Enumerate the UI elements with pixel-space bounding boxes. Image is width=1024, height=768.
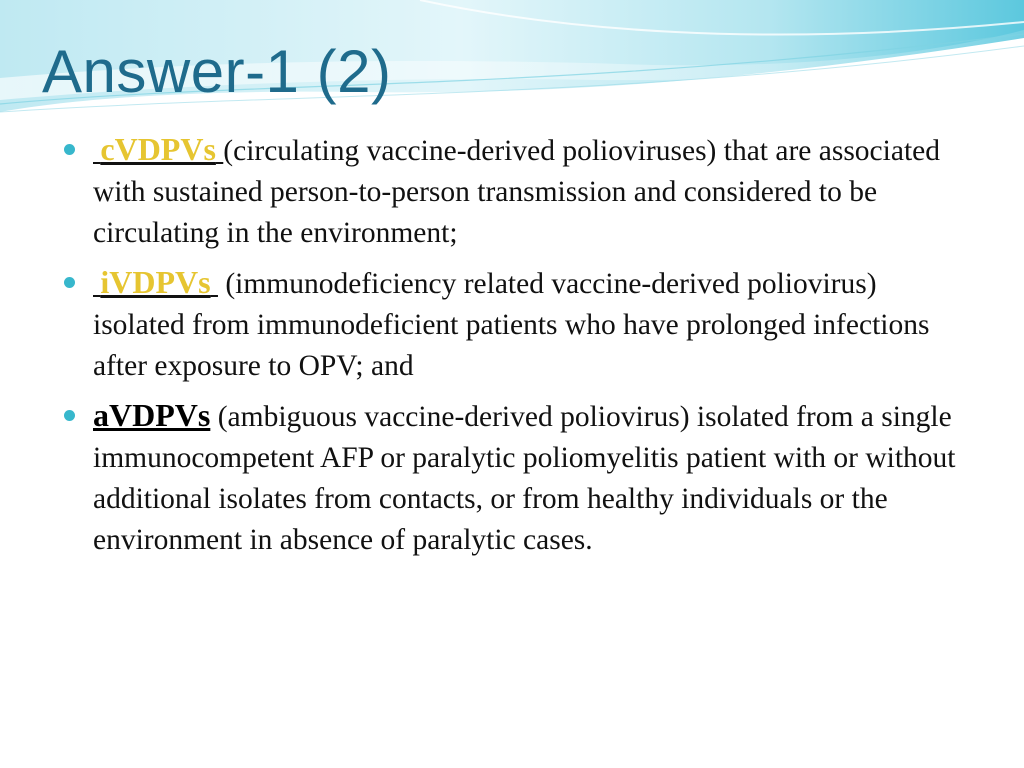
bullet-item-ivdpvs bbox=[62, 262, 972, 387]
bullet-item-avdpvs bbox=[62, 395, 972, 561]
bullet-dot-icon bbox=[64, 144, 75, 155]
bullet-list bbox=[62, 129, 972, 569]
bullet-dot-icon bbox=[64, 410, 75, 421]
slide-title: Answer-1 (2) bbox=[42, 38, 392, 105]
term-ivdpvs: iVDPVs bbox=[100, 264, 211, 300]
bullet-item-cvdpvs bbox=[62, 129, 972, 254]
bullet-text: (circulating vaccine-derived polioviruses) that are associated with sustained person-to-person transmission and considered to be circulating in the environment; bbox=[93, 135, 940, 249]
bullet-dot-icon bbox=[64, 277, 75, 288]
term-cvdpvs: cVDPVs bbox=[100, 131, 216, 167]
bullet-text: (immunodeficiency related vaccine-derived poliovirus) isolated from immunodeficient patients who have prolonged infections after exposure to OPV; and bbox=[93, 268, 930, 382]
bullet-text: (ambiguous vaccine-derived poliovirus) isolated from a single immunocompetent AFP or paralytic poliomyelitis patient with or without additional isolates from contacts, or from healthy individuals or the environment in absence of paralytic cases. bbox=[93, 401, 956, 556]
term-avdpvs: aVDPVs bbox=[93, 397, 211, 433]
